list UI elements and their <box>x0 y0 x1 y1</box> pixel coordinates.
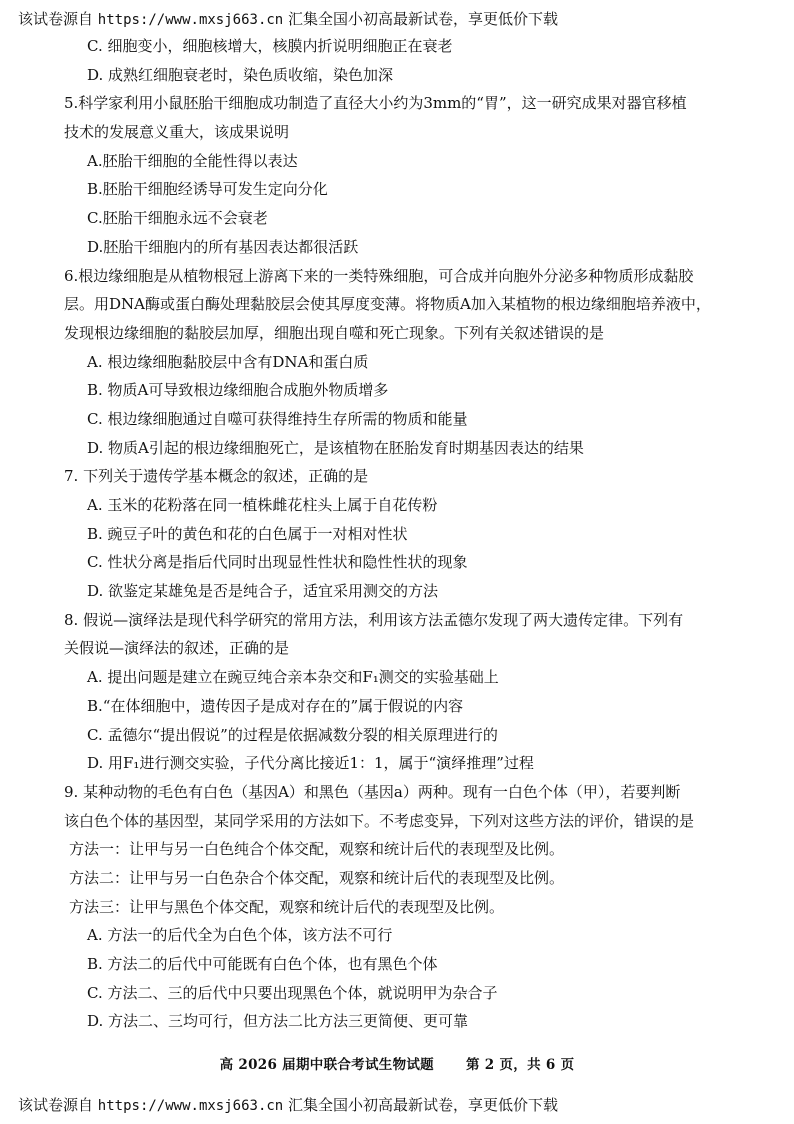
question-stem-continued: 发现根边缘细胞的黏胶层加厚，细胞出现自噬和死亡现象。下列有关叙述错误的是 <box>64 323 605 342</box>
answer-option: C. 根边缘细胞通过自噬可获得维持生存所需的物质和能量 <box>87 409 468 428</box>
answer-option: C. 性状分离是指后代同时出现显性性状和隐性性状的现象 <box>87 553 468 572</box>
answer-option: C. 方法二、三的后代中只要出现黑色个体，就说明甲为杂合子 <box>87 983 498 1002</box>
answer-option: B.胚胎干细胞经诱导可发生定向分化 <box>87 180 328 199</box>
answer-option: D. 欲鉴定某雄兔是否是纯合子，适宜采用测交的方法 <box>87 582 439 601</box>
question-stem: 7. 下列关于遗传学基本概念的叙述，正确的是 <box>64 467 369 486</box>
source-url[interactable]: https://www.mxsj663.cn <box>97 12 284 28</box>
answer-option: A. 玉米的花粉落在同一植株雌花柱头上属于自花传粉 <box>87 496 438 514</box>
source-note-bottom <box>18 1094 558 1115</box>
question-stem-continued: 该白色个体的基因型，某同学采用的方法如下。不考虑变异，下列对这些方法的评价，错误的是 <box>64 811 695 830</box>
answer-option: D. 成熟红细胞衰老时，染色质收缩，染色加深 <box>87 65 394 84</box>
answer-option: C. 孟德尔“提出假说”的过程是依据减数分裂的相关原理进行的 <box>87 725 498 744</box>
footer-page-number: 第 2 页，共 6 页 <box>465 1057 575 1073</box>
footer-exam-title: 高 2026 届期中联合考试生物试题 <box>219 1057 434 1073</box>
answer-option: B.“在体细胞中，遗传因子是成对存在的”属于假说的内容 <box>87 696 464 715</box>
answer-option: D.胚胎干细胞内的所有基因表达都很活跃 <box>87 237 359 256</box>
source-suffix: 汇集全国小初高最新试卷，享更低价下载 <box>288 10 559 28</box>
question-content <box>64 32 754 1036</box>
answer-option: B. 豌豆子叶的黄色和花的白色属于一对相对性状 <box>87 524 408 543</box>
answer-option: D. 用F₁进行测交实验，子代分离比接近1：1，属于“演绎推理”过程 <box>87 754 534 773</box>
page-footer <box>0 1053 794 1073</box>
answer-option: B. 物质A可导致根边缘细胞合成胞外物质增多 <box>87 381 389 400</box>
answer-option: B. 方法二的后代中可能既有白色个体，也有黑色个体 <box>87 955 438 973</box>
question-stem: 9. 某种动物的毛色有白色（基因A）和黑色（基因a）两种。现有一白色个体（甲），若要判断 <box>64 782 681 801</box>
source-prefix: 该试卷源自 <box>18 1096 94 1114</box>
answer-option: C.胚胎干细胞永远不会衰老 <box>87 209 268 228</box>
question-stem: 8. 假说—演绎法是现代科学研究的常用方法，利用该方法孟德尔发现了两大遗传定律。下列有 <box>64 610 684 629</box>
answer-option: D. 方法二、三均可行，但方法二比方法三更简便、更可靠 <box>87 1012 469 1031</box>
answer-option: A.胚胎干细胞的全能性得以表达 <box>87 151 298 170</box>
answer-option: C. 细胞变小，细胞核增大，核膜内折说明细胞正在衰老 <box>87 37 453 55</box>
method-line: 方法三：让甲与黑色个体交配，观察和统计后代的表现型及比例。 <box>69 897 505 916</box>
question-stem-continued: 层。用DNA酶或蛋白酶处理黏胶层会使其厚度变薄。将物质A加入某植物的根边缘细胞培养液中， <box>64 295 711 314</box>
question-stem-continued: 技术的发展意义重大，该成果说明 <box>64 123 290 142</box>
answer-option: D. 物质A引起的根边缘细胞死亡，是该植物在胚胎发育时期基因表达的结果 <box>87 438 584 457</box>
answer-option: A. 方法一的后代全为白色个体，该方法不可行 <box>87 926 393 945</box>
question-stem: 6.根边缘细胞是从植物根冠上游离下来的一类特殊细胞，可合成并向胞外分泌多种物质形成黏胶 <box>64 266 694 285</box>
question-stem-continued: 关假说—演绎法的叙述，正确的是 <box>64 639 290 658</box>
method-line: 方法一：让甲与另一白色纯合个体交配，观察和统计后代的表现型及比例。 <box>69 840 565 859</box>
answer-option: A. 根边缘细胞黏胶层中含有DNA和蛋白质 <box>87 352 369 371</box>
answer-option: A. 提出问题是建立在豌豆纯合亲本杂交和F₁测交的实验基础上 <box>87 668 499 687</box>
source-note-top <box>18 8 558 29</box>
question-stem: 5.科学家利用小鼠胚胎干细胞成功制造了直径大小约为3mm的“胃”，这一研究成果对器官移植 <box>64 94 687 113</box>
source-url[interactable]: https://www.mxsj663.cn <box>97 1098 284 1114</box>
source-suffix: 汇集全国小初高最新试卷，享更低价下载 <box>288 1096 559 1114</box>
method-line: 方法二：让甲与另一白色杂合个体交配，观察和统计后代的表现型及比例。 <box>69 868 565 887</box>
source-prefix: 该试卷源自 <box>18 10 94 28</box>
